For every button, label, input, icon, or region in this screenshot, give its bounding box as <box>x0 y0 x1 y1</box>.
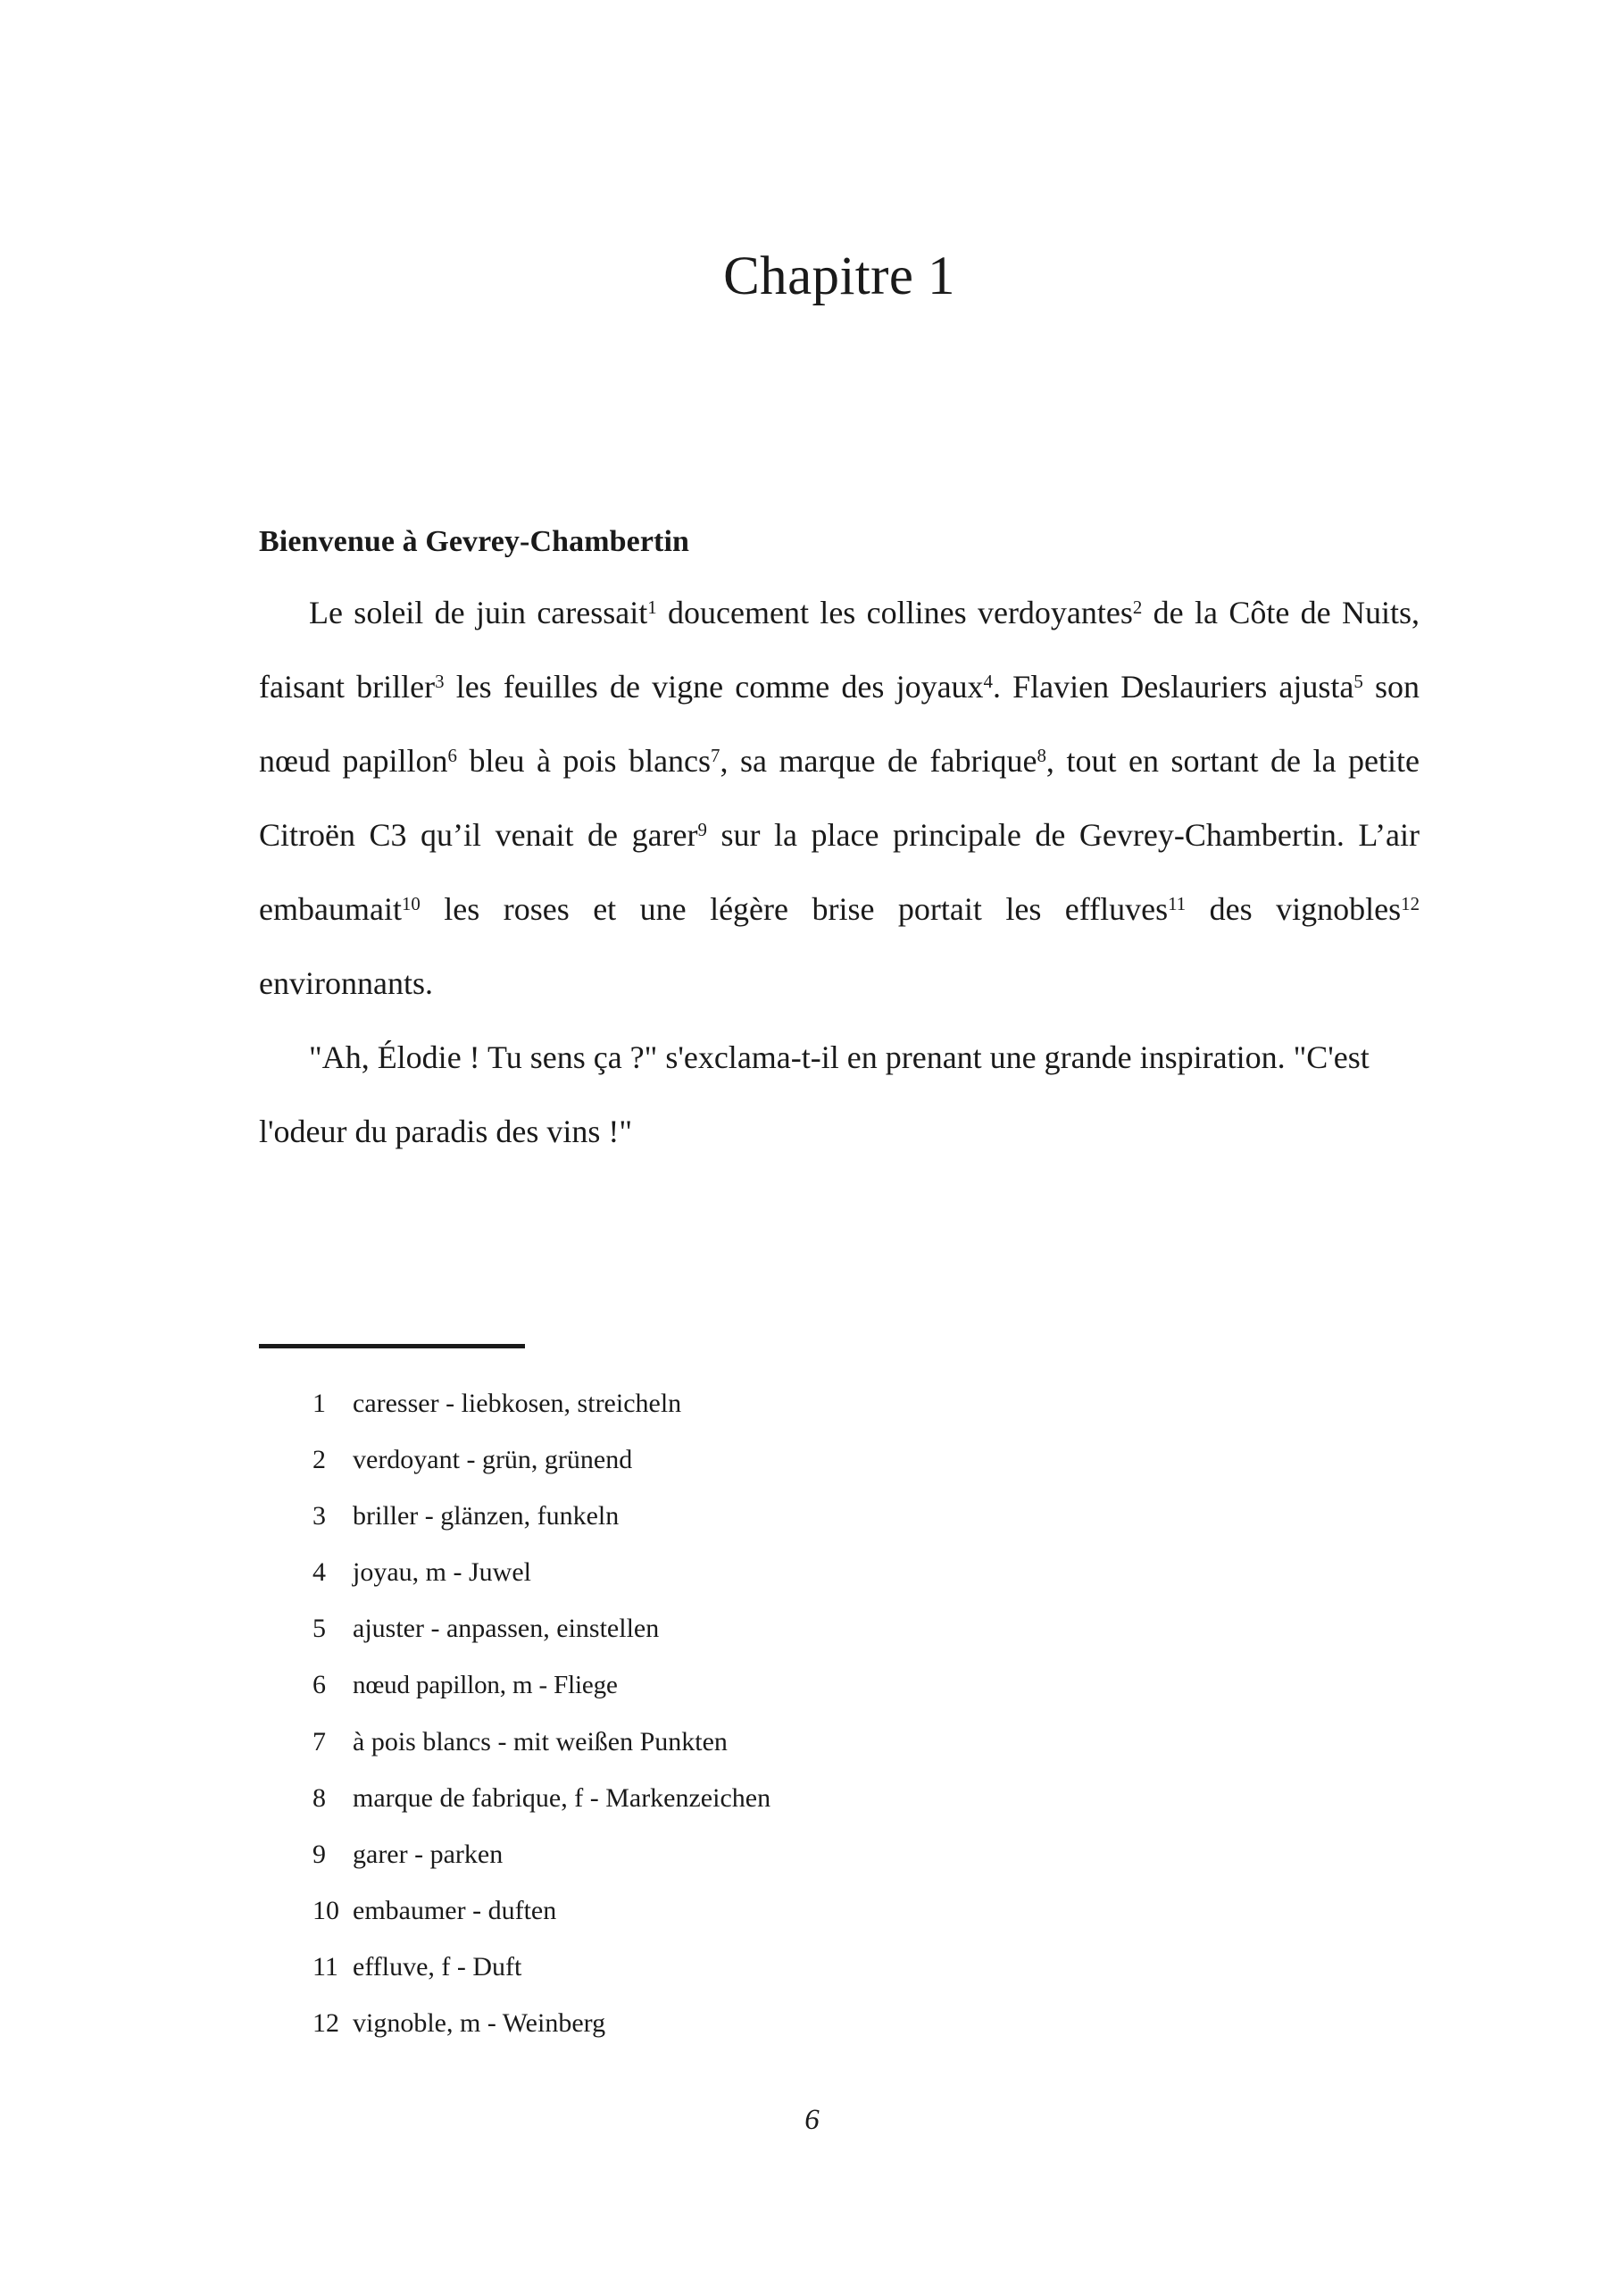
footnote-marker-4[interactable]: 4 <box>983 671 993 693</box>
body-paragraph-2: "Ah, Élodie ! Tu sens ça ?" s'exclama-t-il en prenant une grande inspiration. "C'est l'odeur du paradis des vins !" <box>259 1039 1370 1150</box>
para1-segment-13: environnants. <box>259 965 433 1002</box>
footnote-marker-3[interactable]: 3 <box>435 671 445 693</box>
footnote-marker-5[interactable]: 5 <box>1353 671 1363 693</box>
footnote-number: 9 <box>312 1840 326 1869</box>
para1-segment-3: de la Côte de Nuits, faisant briller <box>259 595 1420 705</box>
footnote-text: briller - glänzen, funkeln <box>353 1501 620 1531</box>
para1-segment-5: . Flavien Deslauriers ajusta <box>992 669 1354 705</box>
para1-segment-8: , sa marque de fabrique <box>720 743 1037 780</box>
footnote-marker-7[interactable]: 7 <box>711 745 720 767</box>
footnote-marker-11[interactable]: 11 <box>1168 893 1187 915</box>
para1-segment-1: Le soleil de juin caressait <box>309 595 648 631</box>
footnote-text: caresser - liebkosen, streicheln <box>353 1389 682 1418</box>
footnote-item <box>259 1656 1420 1714</box>
footnote-number: 6 <box>312 1670 326 1699</box>
footnote-item <box>259 1770 1420 1826</box>
footnote-item <box>259 1826 1420 1882</box>
footnote-text: marque de fabrique, f - Markenzeichen <box>353 1783 771 1813</box>
footnote-separator-rule <box>259 1344 525 1348</box>
footnote-marker-6[interactable]: 6 <box>447 745 457 767</box>
footnote-number: 1 <box>312 1389 326 1418</box>
footnote-number: 12 <box>312 2008 339 2038</box>
footnote-item <box>259 1939 1420 1995</box>
footnote-item <box>259 1375 1420 1431</box>
footnote-number: 10 <box>312 1896 339 1925</box>
footnote-text: vignoble, m - Weinberg <box>353 2008 606 2038</box>
footnote-text: à pois blancs - mit weißen Punkten <box>353 1727 728 1756</box>
footnote-item <box>259 1882 1420 1939</box>
para1-segment-9: , tout en sortant de la petite Citroën C3 qu’il venait de garer <box>259 743 1420 854</box>
footnote-text: effluve, f - Duft <box>353 1952 522 1982</box>
footnote-item <box>259 1600 1420 1656</box>
body-paragraph-1 <box>259 576 1420 1021</box>
footnote-text: ajuster - anpassen, einstellen <box>353 1614 660 1643</box>
footnote-text: garer - parken <box>353 1840 504 1869</box>
footnote-number: 2 <box>312 1445 326 1474</box>
para1-segment-12: des vignobles <box>1186 891 1402 928</box>
chapter-title: Chapitre 1 <box>723 246 955 306</box>
footnote-item <box>259 1488 1420 1544</box>
para1-segment-11: les roses et une légère brise portait les effluves <box>420 891 1169 928</box>
footnote-marker-2[interactable]: 2 <box>1132 597 1143 619</box>
footnote-marker-12[interactable]: 12 <box>1401 893 1420 915</box>
footnote-marker-10[interactable]: 10 <box>401 893 421 915</box>
footnote-item <box>259 1544 1420 1600</box>
footnote-number: 8 <box>312 1783 326 1813</box>
footnote-number: 7 <box>312 1727 326 1756</box>
footnote-number: 3 <box>312 1501 326 1531</box>
footnote-text: verdoyant - grün, grünend <box>353 1445 633 1474</box>
page-number: 6 <box>804 2104 820 2136</box>
footnote-marker-8[interactable]: 8 <box>1037 745 1046 767</box>
para1-segment-4: les feuilles de vigne comme des joyaux <box>444 669 984 705</box>
footnote-text: joyau, m - Juwel <box>353 1557 531 1587</box>
footnote-item <box>259 1431 1420 1488</box>
para1-segment-2: doucement les collines verdoyantes <box>656 595 1133 631</box>
para1-segment-10: sur la place principale de Gevrey-Chambertin. L’air embaumait <box>259 817 1420 928</box>
footnote-number: 5 <box>312 1614 326 1643</box>
footnote-text: nœud papillon, m - Fliege <box>353 1671 618 1699</box>
footnote-number: 11 <box>312 1952 338 1982</box>
footnote-item <box>259 1995 1420 2051</box>
para1-segment-7: bleu à pois blancs <box>456 743 712 780</box>
footnote-item <box>259 1714 1420 1770</box>
para1-segment-6: son nœud papillon <box>259 669 1420 780</box>
footnote-number: 4 <box>312 1557 326 1587</box>
footnote-marker-9[interactable]: 9 <box>697 819 707 841</box>
footnote-marker-1[interactable]: 1 <box>647 597 657 619</box>
main-text-block <box>259 522 1420 1169</box>
section-heading: Bienvenue à Gevrey-Chambertin <box>259 525 690 558</box>
footnote-text: embaumer - duften <box>353 1896 557 1925</box>
footnote-list <box>259 1375 1420 2051</box>
